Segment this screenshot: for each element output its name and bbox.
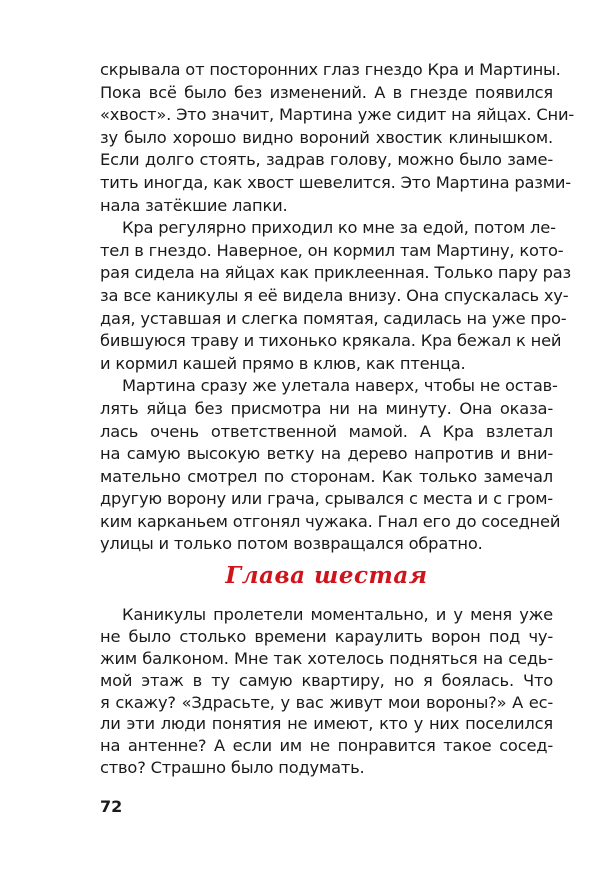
text-line: жим балконом. Мне так хотелось подняться на седь- xyxy=(100,648,553,668)
page-number: 72 xyxy=(100,797,123,816)
text-line: за все каникулы я её видела внизу. Она спускалась ху- xyxy=(100,285,569,305)
text-line: тел в гнездо. Наверное, он кормил там Мартину, кото- xyxy=(100,240,564,260)
text-line: лять яйца без присмотра ни на минуту. Она оказа- xyxy=(100,398,553,418)
text-line: Кра регулярно приходил ко мне за едой, потом ле- xyxy=(122,218,556,238)
text-line: другую ворону или грача, срывался с места и с гром- xyxy=(100,489,553,509)
text-line: бившуюся траву и тихонько крякала. Кра бежал к ней xyxy=(100,331,562,351)
text-line: Если долго стоять, задрав голову, можно было заме- xyxy=(100,150,553,170)
text-line: мательно смотрел по сторонам. Как только замечал xyxy=(100,466,553,486)
text-line: Каникулы пролетели моментально, и у меня уже xyxy=(122,605,553,624)
text-line: я скажу? «Здрасьте, у вас живут мои вороны?» А ес- xyxy=(100,692,553,712)
text-line: улицы и только потом возвращался обратно. xyxy=(100,534,483,554)
text-line: рая сидела на яйцах как приклеенная. Только пару раз xyxy=(100,263,571,283)
paragraph xyxy=(100,375,561,556)
text-line: не было столько времени караулить ворон под чу- xyxy=(100,626,553,646)
chapter-heading: Глава шестая xyxy=(225,562,428,589)
text-line: на антенне? А если им не понравится такое сосед- xyxy=(100,736,553,756)
text-line: зу было хорошо видно вороний хвостик клинышком. xyxy=(100,127,553,147)
text-line: скрывала от посторонних глаз гнездо Кра и Мартины. xyxy=(100,60,561,79)
text-line: Пока всё было без изменений. А в гнезде появился xyxy=(100,82,553,102)
text-line: и кормил кашей прямо в клюв, как птенца. xyxy=(100,353,466,373)
paragraph xyxy=(100,604,553,779)
text-line: ство? Страшно было подумать. xyxy=(100,758,365,778)
text-line: Мартина сразу же улетала наверх, чтобы не остав- xyxy=(122,376,558,396)
text-line: ким карканьем отгонял чужака. Гнал его до соседней xyxy=(100,511,561,531)
text-line: на самую высокую ветку на дерево напротив и вни- xyxy=(100,444,553,464)
text-line: лась очень ответственной мамой. А Кра взлетал xyxy=(100,421,553,441)
text-line: «хвост». Это значит, Мартина уже сидит на яйцах. Сни- xyxy=(100,105,575,125)
text-line: дая, уставшая и слегка помятая, садилась на уже про- xyxy=(100,308,567,328)
paragraph xyxy=(100,217,571,375)
text-line: нала затёкшие лапки. xyxy=(100,195,288,215)
text-line: тить иногда, как хвост шевелится. Это Мартина разми- xyxy=(100,172,571,192)
text-after-heading xyxy=(100,604,553,779)
text-before-heading xyxy=(100,59,575,556)
text-line: мой этаж в ту самую квартиру, но я боялась. Что xyxy=(100,670,553,690)
text-line: ли эти люди понятия не имеют, кто у них поселился xyxy=(100,714,553,734)
paragraph xyxy=(100,59,575,217)
